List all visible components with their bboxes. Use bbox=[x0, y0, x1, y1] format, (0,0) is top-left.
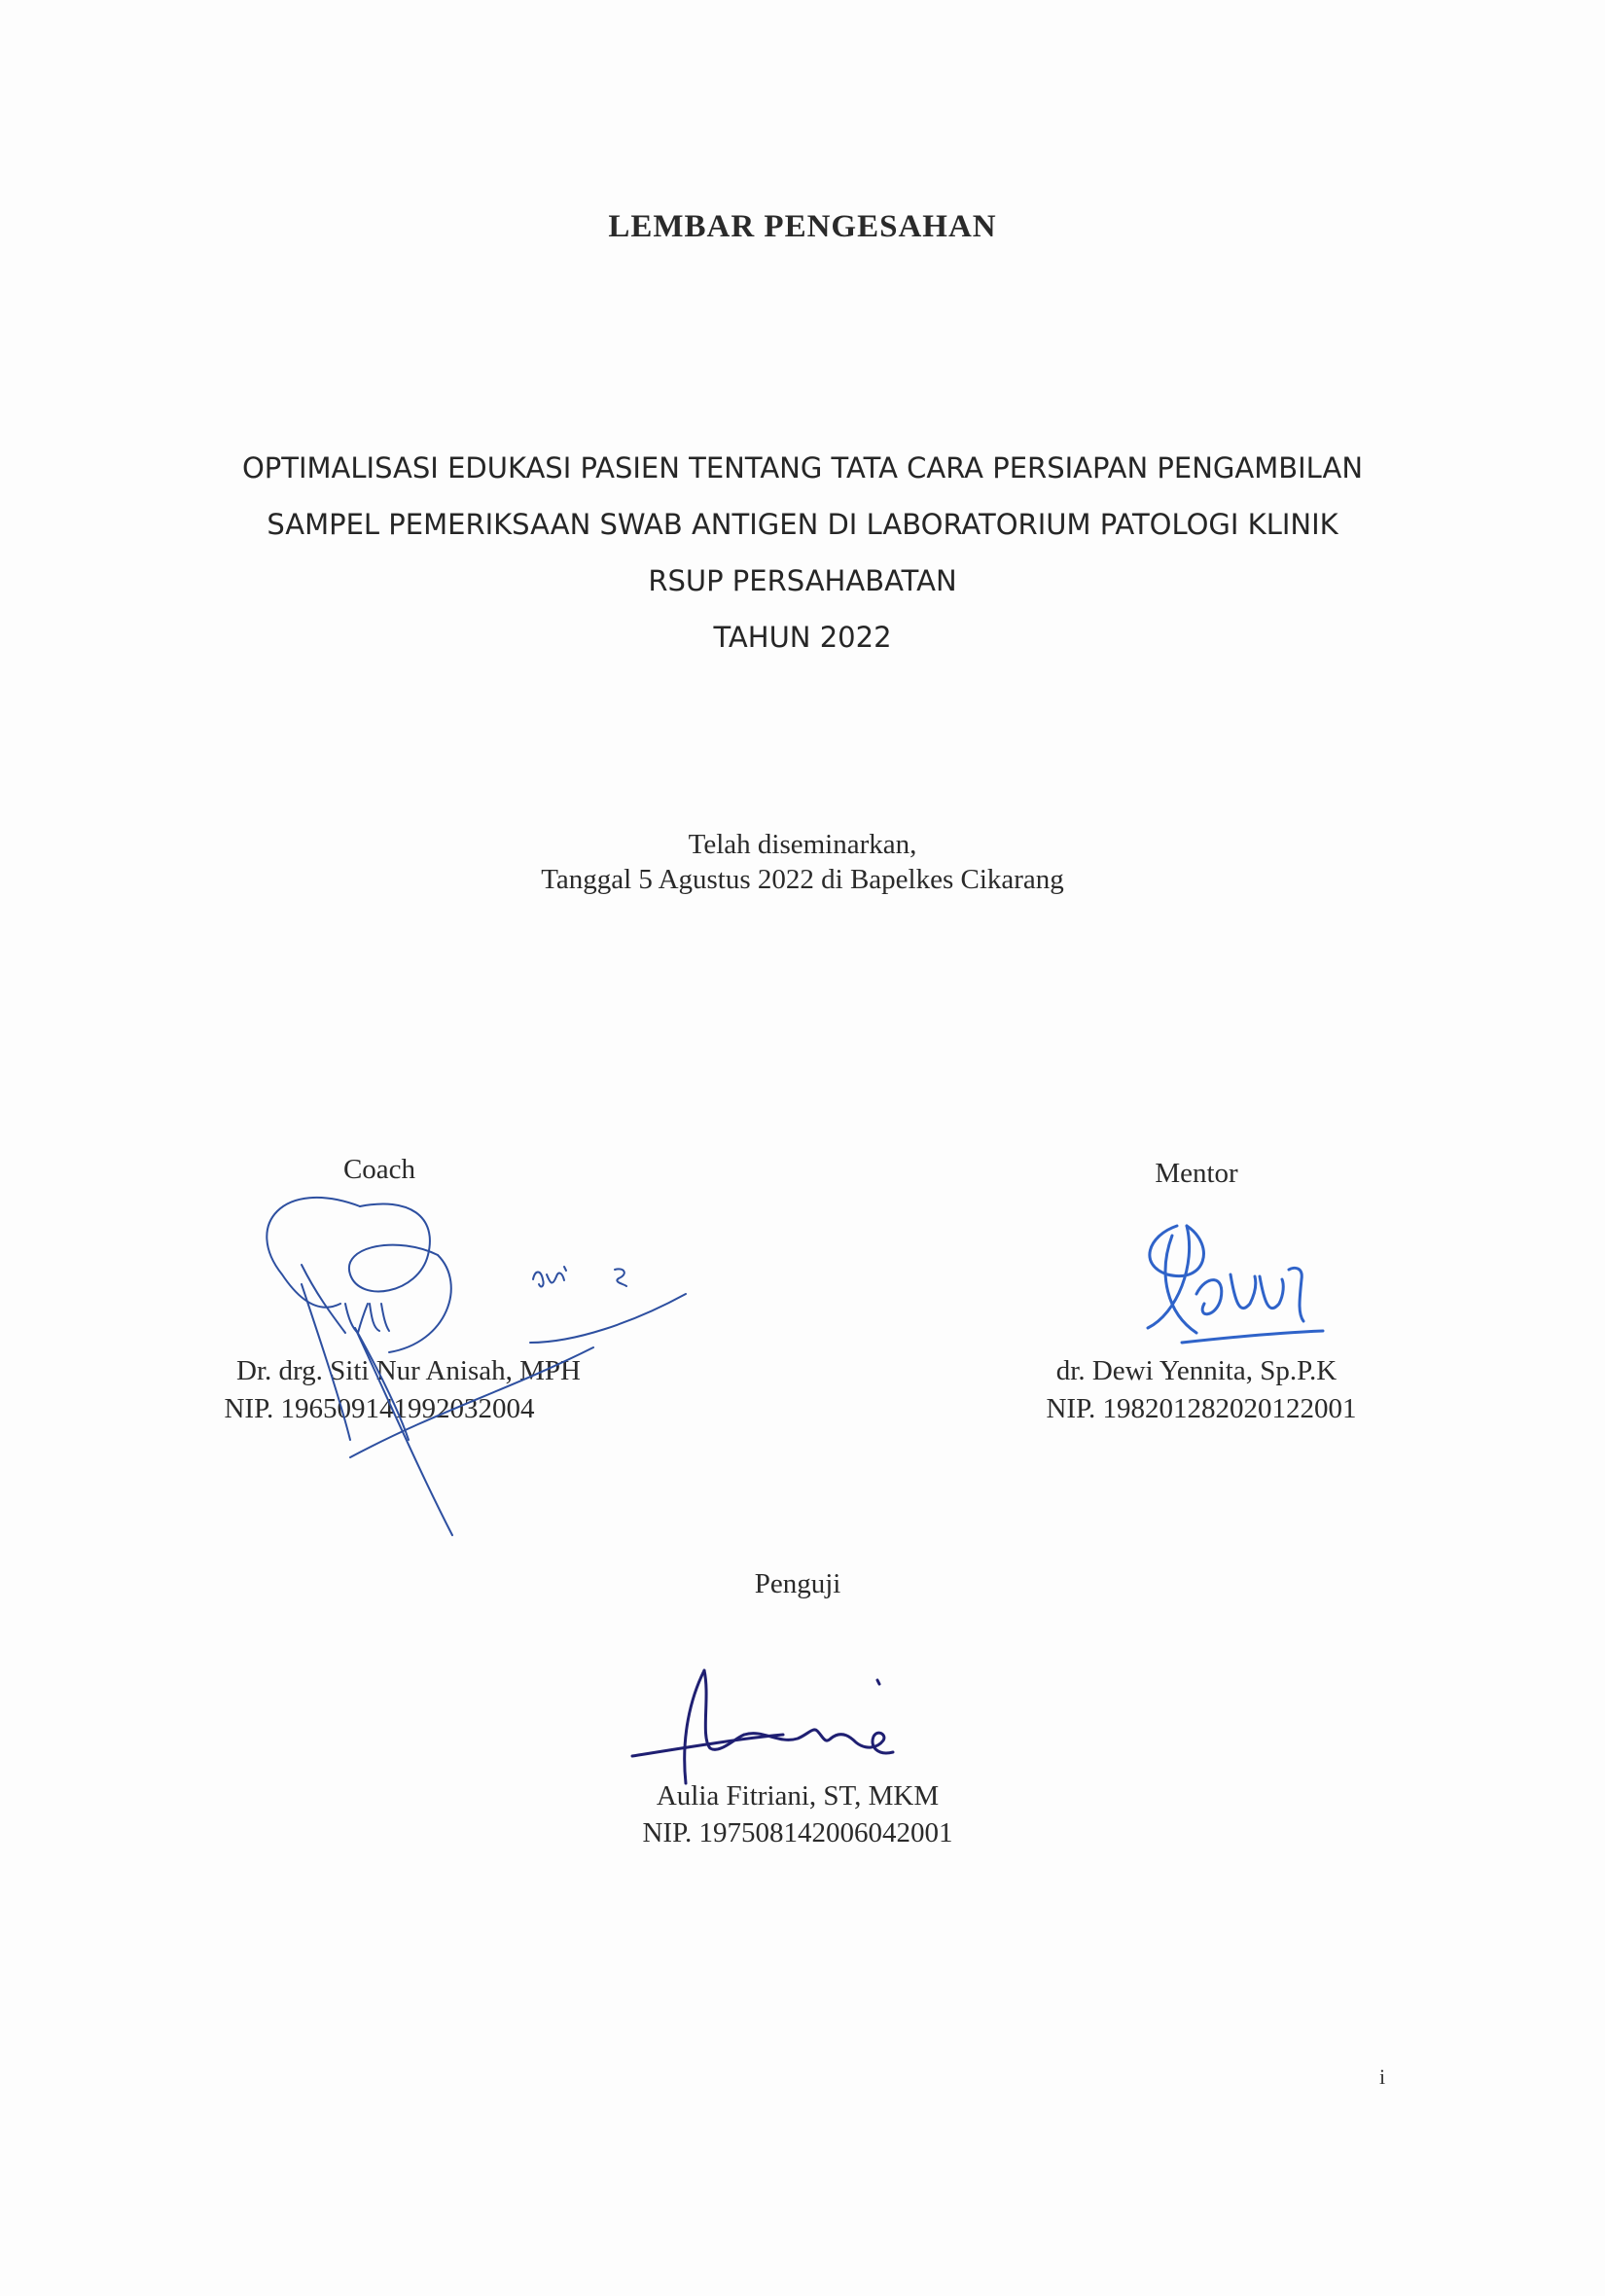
page-heading: LEMBAR PENGESAHAN bbox=[608, 209, 997, 244]
coach-nip: NIP. 196509141992032004 bbox=[224, 1393, 535, 1424]
mentor-role-label: Mentor bbox=[1155, 1158, 1238, 1189]
seminar-line-2: Tanggal 5 Agustus 2022 di Bapelkes Cikarang bbox=[541, 864, 1064, 895]
title-line-1: OPTIMALISASI EDUKASI PASIEN TENTANG TATA CARA PERSIAPAN PENGAMBILAN bbox=[241, 451, 1364, 484]
penguji-role-label: Penguji bbox=[754, 1568, 841, 1599]
coach-signature bbox=[243, 1148, 691, 1557]
coach-name: Dr. drg. Siti Nur Anisah, MPH bbox=[236, 1355, 581, 1386]
penguji-name: Aulia Fitriani, ST, MKM bbox=[656, 1780, 940, 1812]
penguji-nip: NIP. 197508142006042001 bbox=[642, 1817, 953, 1848]
coach-role-label: Coach bbox=[342, 1154, 416, 1185]
title-line-4: TAHUN 2022 bbox=[713, 621, 892, 654]
seminar-statement bbox=[0, 827, 1605, 897]
title-line-3: RSUP PERSAHABATAN bbox=[648, 564, 957, 597]
penguji-signature bbox=[623, 1659, 953, 1795]
mentor-signature bbox=[1128, 1206, 1362, 1362]
mentor-nip: NIP. 198201282020122001 bbox=[1046, 1393, 1357, 1424]
title-line-2: SAMPEL PEMERIKSAAN SWAB ANTIGEN DI LABORATORIUM PATOLOGI KLINIK bbox=[267, 508, 1338, 541]
page-number: i bbox=[1379, 2064, 1386, 2089]
document-title bbox=[0, 440, 1605, 665]
seminar-line-1: Telah diseminarkan, bbox=[688, 829, 917, 860]
mentor-name: dr. Dewi Yennita, Sp.P.K bbox=[1055, 1355, 1338, 1386]
